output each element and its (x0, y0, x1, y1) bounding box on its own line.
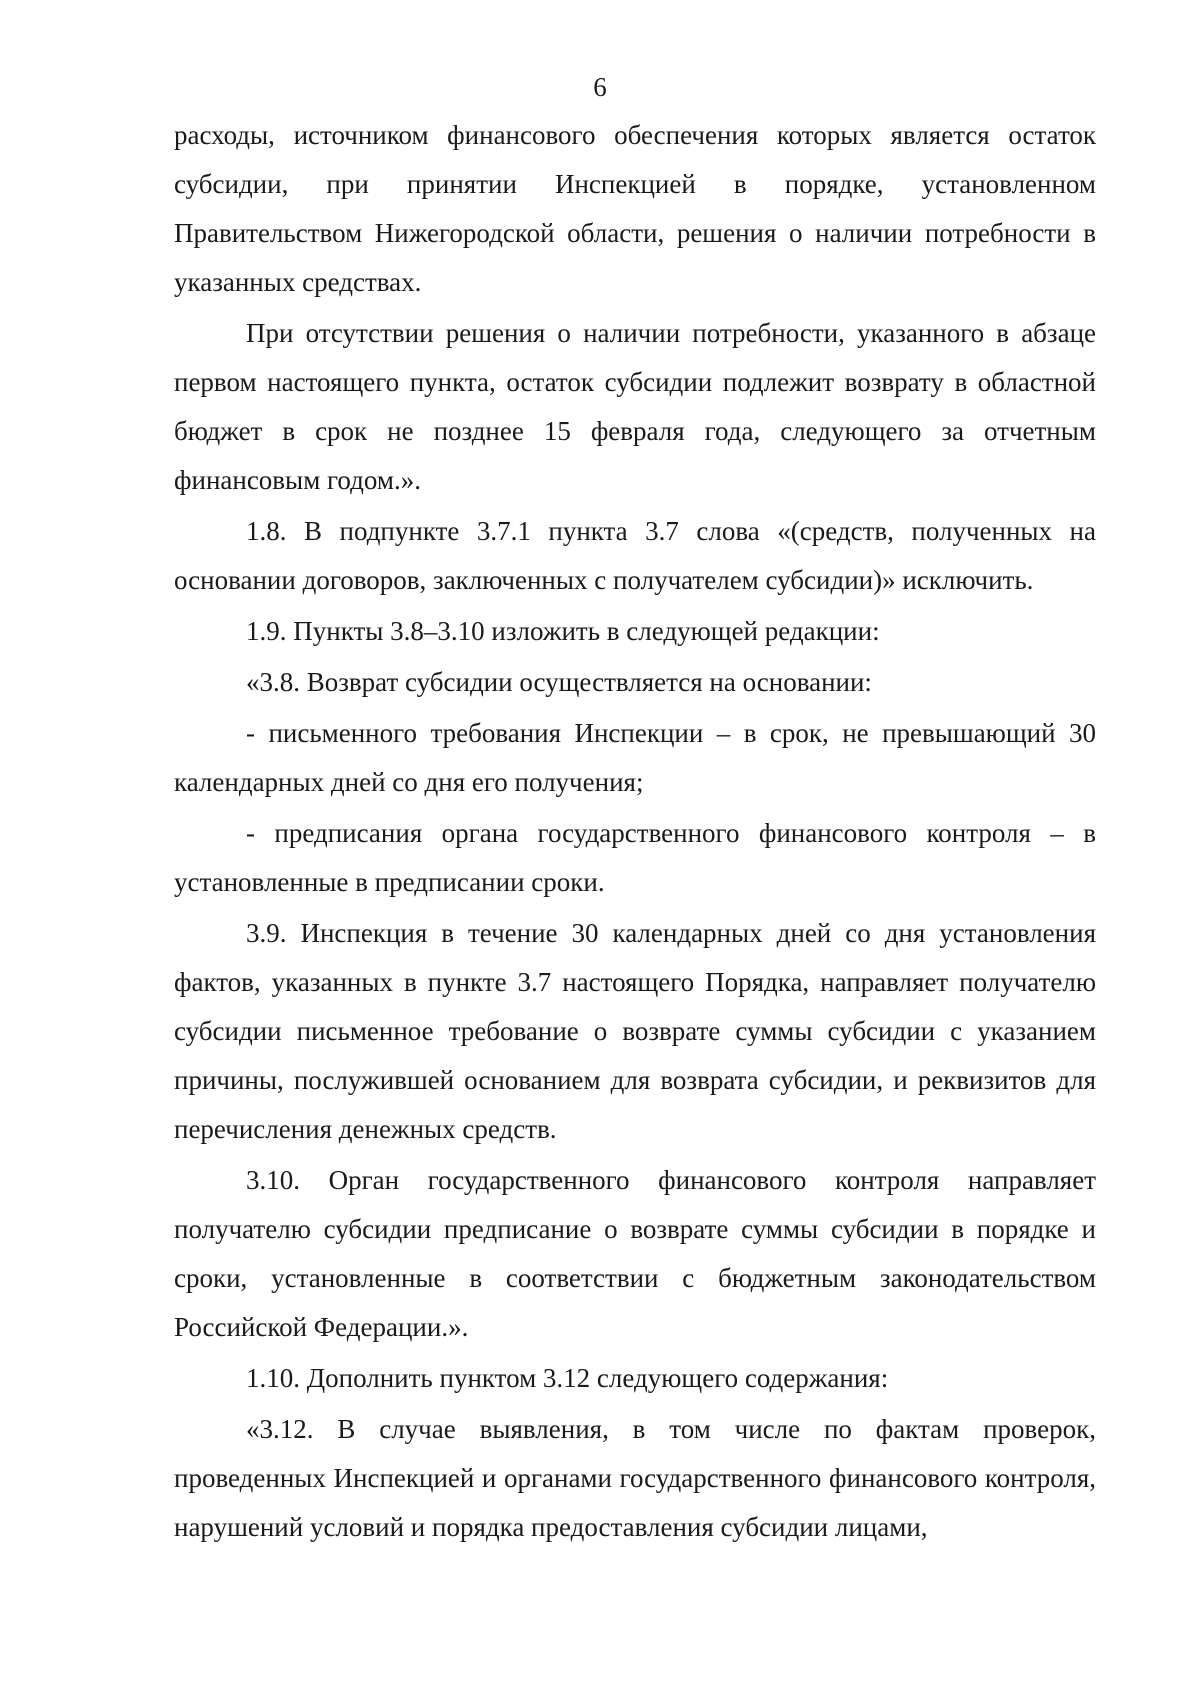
paragraph-item-1-10: 1.10. Дополнить пунктом 3.12 следующего содержания: (246, 1363, 889, 1393)
paragraph-clause-3-8: «3.8. Возврат субсидии осуществляется на основании: (246, 667, 872, 697)
paragraph-clause-3-9: 3.9. Инспекция в течение 30 календарных дней со дня установления фактов, указанных в пункте 3.7 настоящего Порядка, направляет получателю субсидии письменное требование о возврате суммы субсидии с указанием причины, послужившей основанием для возврата субсидии, и реквизитов для перечисления денежных средств. (174, 918, 1096, 1144)
paragraph-continuation: расходы, источником финансового обеспечения которых является остаток субсидии, при принятии Инспекцией в порядке, установленном Правительством Нижегородской области, решения о наличии потребности в указанных средствах. (174, 120, 1096, 297)
paragraph-no-decision: При отсутствии решения о наличии потребности, указанного в абзаце первом настоящего пункта, остаток субсидии подлежит возврату в областной бюджет в срок не позднее 15 февраля года, следующего за отчетным финансовым годом.». (174, 318, 1096, 495)
page-number: 6 (593, 72, 607, 102)
paragraph-clause-3-10: 3.10. Орган государственного финансового контроля направляет получателю субсидии предписание о возврате суммы субсидии в порядке и сроки, установленные в соответствии с бюджетным законодательством Российской Федерации.». (174, 1165, 1096, 1342)
paragraph-item-1-8: 1.8. В подпункте 3.7.1 пункта 3.7 слова «(средств, полученных на основании договоров, заключенных с получателем субсидии)» исключить. (174, 516, 1096, 595)
paragraph-item-1-9: 1.9. Пункты 3.8–3.10 изложить в следующей редакции: (246, 616, 880, 646)
document-body (174, 111, 1096, 1554)
paragraph-clause-3-12: «3.12. В случае выявления, в том числе по фактам проверок, проведенных Инспекцией и органами государственного финансового контроля, нарушений условий и порядка предоставления субсидии лицами, (174, 1414, 1096, 1542)
paragraph-list-written-requirement: - письменного требования Инспекции – в срок, не превышающий 30 календарных дней со дня его получения; (174, 718, 1096, 797)
paragraph-list-prescription: - предписания органа государственного финансового контроля – в установленные в предписании сроки. (174, 818, 1096, 897)
